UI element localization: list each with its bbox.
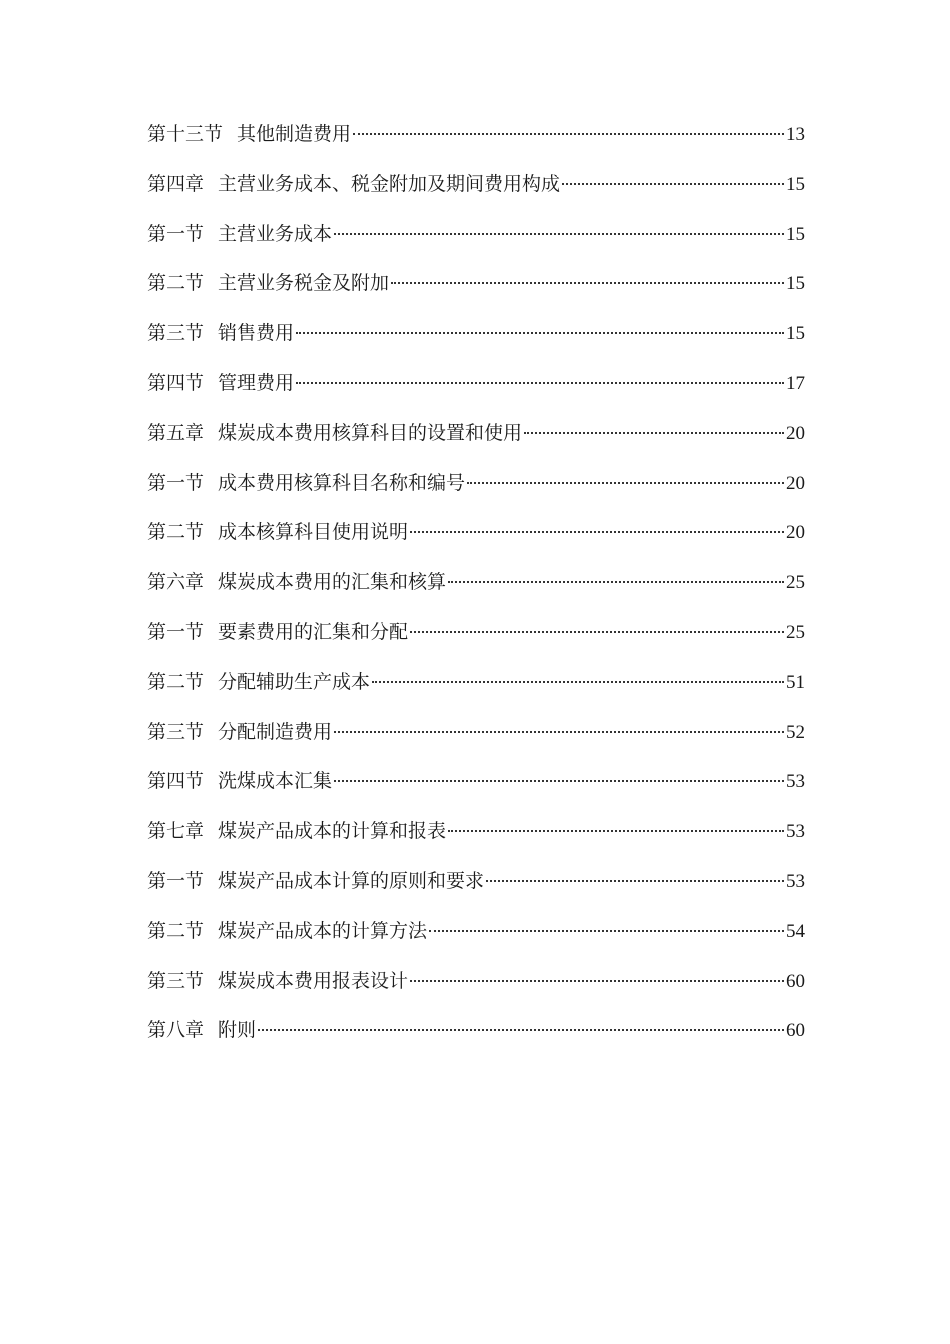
toc-entry-title: 煤炭产品成本计算的原则和要求 xyxy=(218,869,485,892)
toc-entry-number: 第三节 xyxy=(147,969,205,992)
toc-entry-page: 60 xyxy=(786,970,805,992)
toc-dot-leader xyxy=(334,731,784,733)
toc-entry-number: 第二节 xyxy=(147,521,205,544)
toc-entry-page: 13 xyxy=(786,124,805,145)
toc-entry-title: 主营业务税金及附加 xyxy=(218,272,390,295)
toc-entry-title: 主营业务成本、税金附加及期间费用构成 xyxy=(218,172,561,195)
toc-entry[interactable] xyxy=(147,566,805,616)
toc-entry-number: 第三节 xyxy=(147,720,205,743)
toc-entry-number: 第六章 xyxy=(147,571,205,594)
toc-entry-number: 第十三节 xyxy=(147,123,224,145)
toc-entry[interactable] xyxy=(147,965,805,1015)
toc-entry[interactable] xyxy=(147,168,805,218)
toc-entry-number: 第四章 xyxy=(147,172,205,195)
toc-entry-page: 53 xyxy=(786,771,805,793)
toc-entry[interactable] xyxy=(147,267,805,317)
toc-entry[interactable] xyxy=(147,417,805,467)
toc-entry-number: 第一节 xyxy=(147,471,205,494)
toc-entry[interactable] xyxy=(147,915,805,965)
toc-dot-leader xyxy=(296,382,784,384)
toc-entry[interactable] xyxy=(147,865,805,915)
toc-entry-number: 第三节 xyxy=(147,322,205,345)
toc-entry-title: 分配辅助生产成本 xyxy=(218,670,371,693)
toc-entry-page: 53 xyxy=(786,870,805,892)
toc-entry-number: 第二节 xyxy=(147,919,205,942)
toc-dot-leader xyxy=(448,581,784,583)
toc-entry-page: 53 xyxy=(786,821,805,843)
toc-entry-title: 要素费用的汇集和分配 xyxy=(218,620,409,643)
toc-entry-page: 15 xyxy=(786,223,805,245)
toc-entry-number: 第四节 xyxy=(147,770,205,793)
toc-entry-title: 煤炭成本费用的汇集和核算 xyxy=(218,571,447,594)
toc-entry[interactable] xyxy=(147,467,805,517)
toc-entry-title: 管理费用 xyxy=(218,371,295,394)
toc-entry-number: 第四节 xyxy=(147,371,205,394)
toc-dot-leader xyxy=(258,1029,784,1031)
toc-dot-leader xyxy=(562,183,784,185)
toc-entry-number: 第七章 xyxy=(147,820,205,843)
toc-entry-title: 分配制造费用 xyxy=(218,720,333,743)
toc-entry-title: 成本核算科目使用说明 xyxy=(218,521,409,544)
toc-dot-leader xyxy=(448,830,784,832)
toc-dot-leader xyxy=(296,332,784,334)
toc-entry-page: 25 xyxy=(786,572,805,594)
toc-entry-page: 15 xyxy=(786,323,805,345)
toc-entry-page: 15 xyxy=(786,173,805,195)
toc-entry-page: 15 xyxy=(786,273,805,295)
toc-dot-leader xyxy=(353,133,784,135)
toc-entry-number: 第一节 xyxy=(147,869,205,892)
toc-entry[interactable] xyxy=(147,666,805,716)
toc-dot-leader xyxy=(410,531,784,533)
toc-entry[interactable] xyxy=(147,616,805,666)
toc-entry-page: 17 xyxy=(786,372,805,394)
toc-entry-number: 第八章 xyxy=(147,1019,205,1042)
toc-entry-title: 成本费用核算科目名称和编号 xyxy=(218,471,466,494)
toc-dot-leader xyxy=(372,681,784,683)
toc-entry-title: 煤炭成本费用核算科目的设置和使用 xyxy=(218,421,523,444)
toc-entry-number: 第一节 xyxy=(147,620,205,643)
toc-dot-leader xyxy=(486,880,784,882)
toc-entry[interactable] xyxy=(147,118,805,168)
toc-entry-number: 第一节 xyxy=(147,222,205,245)
toc-entry[interactable] xyxy=(147,317,805,367)
table-of-contents xyxy=(147,118,805,1064)
toc-entry[interactable] xyxy=(147,815,805,865)
toc-dot-leader xyxy=(429,930,784,932)
toc-entry-page: 51 xyxy=(786,671,805,693)
toc-entry-number: 第二节 xyxy=(147,670,205,693)
toc-entry-title: 主营业务成本 xyxy=(218,222,333,245)
toc-entry-page: 20 xyxy=(786,522,805,544)
toc-entry[interactable] xyxy=(147,765,805,815)
toc-dot-leader xyxy=(410,980,784,982)
toc-entry[interactable] xyxy=(147,716,805,766)
toc-entry-page: 54 xyxy=(786,920,805,942)
toc-dot-leader xyxy=(334,780,784,782)
toc-entry-page: 60 xyxy=(786,1020,805,1042)
toc-dot-leader xyxy=(467,482,784,484)
toc-entry-title: 煤炭成本费用报表设计 xyxy=(218,969,409,992)
toc-entry-page: 25 xyxy=(786,621,805,643)
toc-entry-title: 销售费用 xyxy=(218,322,295,345)
toc-dot-leader xyxy=(334,233,784,235)
toc-entry-number: 第二节 xyxy=(147,272,205,295)
toc-entry-title: 其他制造费用 xyxy=(237,123,352,145)
toc-dot-leader xyxy=(391,282,784,284)
toc-entry[interactable] xyxy=(147,367,805,417)
toc-entry-title: 煤炭产品成本的计算和报表 xyxy=(218,820,447,843)
toc-entry-title: 煤炭产品成本的计算方法 xyxy=(218,919,428,942)
toc-entry-page: 20 xyxy=(786,422,805,444)
toc-entry[interactable] xyxy=(147,1014,805,1064)
toc-entry[interactable] xyxy=(147,218,805,268)
toc-entry-title: 附则 xyxy=(218,1019,257,1042)
toc-entry[interactable] xyxy=(147,516,805,566)
toc-dot-leader xyxy=(410,631,784,633)
toc-dot-leader xyxy=(524,432,784,434)
toc-entry-number: 第五章 xyxy=(147,421,205,444)
toc-entry-page: 52 xyxy=(786,721,805,743)
toc-entry-page: 20 xyxy=(786,472,805,494)
toc-entry-title: 洗煤成本汇集 xyxy=(218,770,333,793)
